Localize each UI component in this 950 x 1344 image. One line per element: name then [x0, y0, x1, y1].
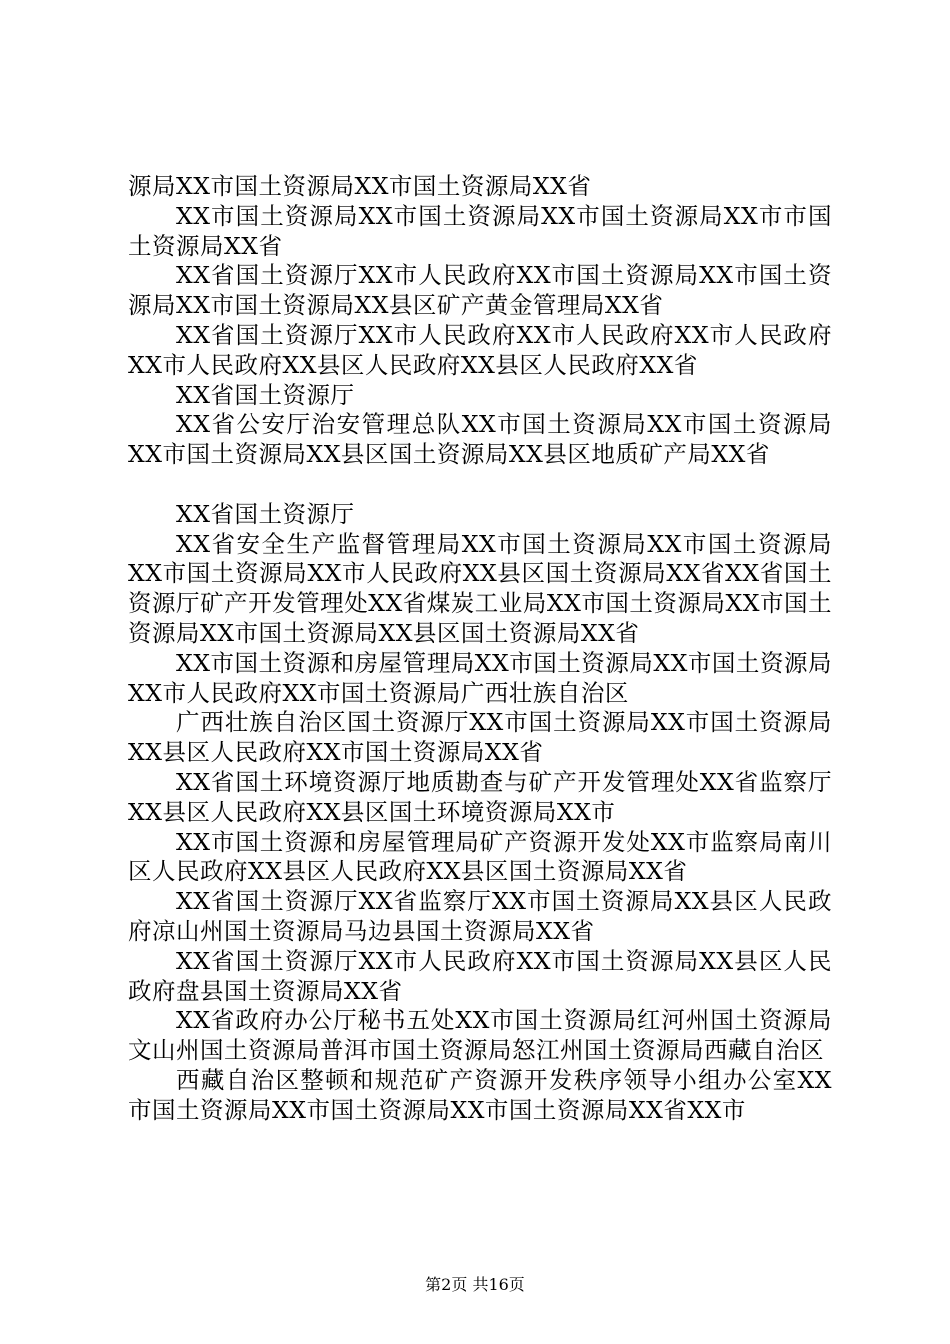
paragraph-3: XX省国土资源厅XX市人民政府XX市国土资源局XX市国土资源局XX市国土资源局XX县区矿产黄金管理局XX省 [128, 261, 832, 320]
paragraph-12: XX市国土资源和房屋管理局矿产资源开发处XX市监察局南川区人民政府XX县区人民政府XX县区国土资源局XX省 [128, 827, 832, 886]
blank-line [128, 470, 832, 500]
paragraph-10: 广西壮族自治区国土资源厅XX市国土资源局XX市国土资源局XX县区人民政府XX市国土资源局XX省 [128, 708, 832, 767]
paragraph-4: XX省国土资源厅XX市人民政府XX市人民政府XX市人民政府XX市人民政府XX县区人民政府XX县区人民政府XX省 [128, 320, 832, 379]
paragraph-6: XX省公安厅治安管理总队XX市国土资源局XX市国土资源局XX市国土资源局XX县区国土资源局XX县区地质矿产局XX省 [128, 410, 832, 469]
page-number-label: 第2页 共16页 [425, 1275, 525, 1294]
page-footer [0, 1275, 950, 1295]
paragraph-15: XX省政府办公厅秘书五处XX市国土资源局红河州国土资源局文山州国土资源局普洱市国土资源局怒江州国土资源局西藏自治区 [128, 1006, 832, 1065]
paragraph-16: 西藏自治区整顿和规范矿产资源开发秩序领导小组办公室XX市国土资源局XX市国土资源局XX市国土资源局XX省XX市 [128, 1065, 832, 1124]
paragraph-11: XX省国土环境资源厅地质勘查与矿产开发管理处XX省监察厅XX县区人民政府XX县区国土环境资源局XX市 [128, 767, 832, 826]
paragraph-9: XX市国土资源和房屋管理局XX市国土资源局XX市国土资源局XX市人民政府XX市国土资源局广西壮族自治区 [128, 648, 832, 707]
paragraph-13: XX省国土资源厅XX省监察厅XX市国土资源局XX县区人民政府凉山州国土资源局马边县国土资源局XX省 [128, 887, 832, 945]
paragraph-7: XX省国土资源厅 [176, 499, 355, 528]
paragraph-2: XX市国土资源局XX市国土资源局XX市国土资源局XX市市国土资源局XX省 [128, 201, 832, 260]
document-body [128, 172, 832, 1126]
paragraph-14: XX省国土资源厅XX市人民政府XX市国土资源局XX县区人民政府盘县国土资源局XX省 [128, 946, 832, 1005]
paragraph-1: 源局XX市国土资源局XX市国土资源局XX省 [128, 172, 592, 200]
paragraph-5: XX省国土资源厅 [176, 380, 355, 409]
paragraph-8: XX省安全生产监督管理局XX市国土资源局XX市国土资源局XX市国土资源局XX市人民政府XX县区国土资源局XX省XX省国土资源厅矿产开发管理处XX省煤炭工业局XX市国土资源局XX市国土资源局XX市国土资源局XX县区国土资源局XX省 [128, 529, 832, 647]
